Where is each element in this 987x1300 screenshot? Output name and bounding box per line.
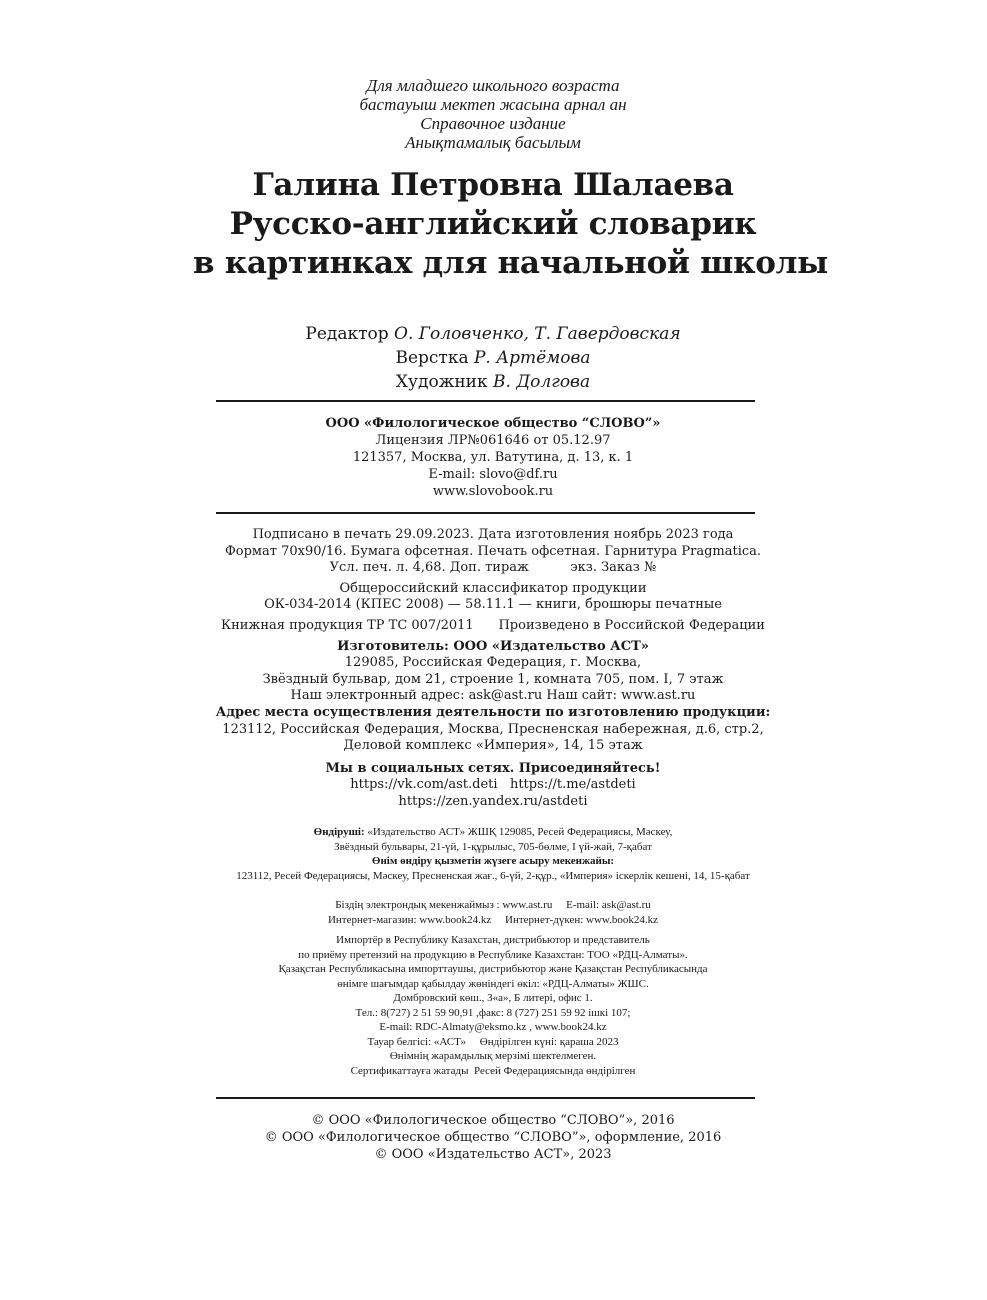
manufacturer-line: Наш электронный адрес: ask@ast.ru Наш сайт: www.ast.ru <box>290 688 696 704</box>
kz-line: Звёздный бульвары, 21-үй, 1-құрылыс, 705-бөлме, I үй-жай, 7-қабат <box>334 840 652 853</box>
kz-text: «Издательство АСТ» ЖШҚ 129085, Ресей Федерациясы, Мәскеу, <box>364 826 673 838</box>
audience-line: Для младшего школьного возраста <box>366 76 620 95</box>
kz-contact-line: Біздің электрондық мекенжаймыз : www.ast.ru E-mail: ask@ast.ru <box>335 899 651 911</box>
production-line: 123112, Российская Федерация, Москва, Пресненская набережная, д.6, стр.2, <box>222 721 764 737</box>
importer-line: по приёму претензий на продукцию в Республике Казахстан: ТОО «РДЦ-Алматы». <box>298 948 688 961</box>
print-line: Общероссийский классификатор продукции <box>339 580 647 596</box>
importer-line: E-mail: RDC-Almaty@eksmo.kz , www.book24.kz <box>379 1021 607 1033</box>
manufacturer-line: 129085, Российская Федерация, г. Москва, <box>344 655 642 671</box>
credits-block <box>193 322 793 394</box>
copyright-line: © ООО «Филологическое общество “СЛОВО”», оформление, 2016 <box>264 1130 722 1145</box>
kz-label: Өндіруші: <box>313 826 365 838</box>
importer-line: Импортёр в Республику Казахстан, дистрибьютор и представитель <box>336 934 650 946</box>
print-line: Подписано в печать 29.09.2023. Дата изготовления ноябрь 2023 года <box>252 527 734 542</box>
divider <box>216 1097 755 1099</box>
social-heading: Мы в социальных сетях. Присоединяйтесь! <box>325 760 661 776</box>
kz-contact-line: Интернет-магазин: www.book24.kz Интернет-дүкен: www.book24.kz <box>327 913 659 926</box>
audience-block <box>193 76 793 152</box>
social-links: https://vk.com/ast.deti https://t.me/astdeti <box>350 777 636 793</box>
publisher-block <box>193 415 793 500</box>
credit-artist <box>193 370 793 394</box>
importer-line: Тел.: 8(727) 2 51 59 90,91 ,факс: 8 (727) 251 59 92 ішкі 107; <box>355 1006 631 1019</box>
print-line: Книжная продукция ТР ТС 007/2011 Произведено в Российской Федерации <box>221 617 765 633</box>
copyright-block <box>193 1112 793 1163</box>
credit-editor <box>193 322 793 346</box>
production-heading: Адрес места осуществления деятельности по изготовлению продукции: <box>215 704 771 720</box>
social-links: https://zen.yandex.ru/astdeti <box>398 793 588 809</box>
importer-line: Сертификаттауға жатады Ресей Федерациясында өндірілген <box>350 1064 636 1077</box>
kz-line: 123112, Ресей Федерациясы, Мәскеу, Пресненская жағ., 6-үй, 2-құр., «Империя» іскерлік кешені, 14, 15-қабат <box>236 869 750 882</box>
audience-line: Анықтамалық басылым <box>405 133 581 152</box>
importer-line: Тауар белгісі: «АСТ» Өндірілген күні: қараша 2023 <box>367 1035 619 1048</box>
publisher-site: www.slovobook.ru <box>432 484 554 499</box>
manufacturer-line: Звёздный бульвар, дом 21, строение 1, комната 705, пом. I, 7 этаж <box>262 671 724 687</box>
kz-heading: Өнім өндіру қызметін жүзеге асыру мекенжайы: <box>371 855 615 867</box>
importer-line: өнімге шағымдар қабылдау жөніндегі өкіл: «РДЦ-Алматы» ЖШС. <box>337 977 649 990</box>
divider <box>216 400 755 402</box>
kz-contacts-block <box>193 898 793 927</box>
print-line: ОК-034-2014 (КПЕС 2008) — 58.11.1 — книги, брошюры печатные <box>264 597 722 613</box>
importer-line: Өнімнің жарамдылық мерзімі шектелмеген. <box>389 1050 597 1062</box>
manufacturer-heading: Изготовитель: ООО «Издательство АСТ» <box>337 638 649 654</box>
production-line: Деловой комплекс «Империя», 14, 15 этаж <box>343 738 643 754</box>
kz-line <box>193 825 793 840</box>
print-line: Усл. печ. л. 4,68. Доп. тираж экз. Заказ № <box>329 560 657 576</box>
importer-line: Домбровский көш., 3«а», Б литері, офис 1. <box>393 992 593 1004</box>
publisher-license: Лицензия ЛР№061646 от 05.12.97 <box>375 433 611 448</box>
importer-line: Қазақстан Республикасына импорттаушы, дистрибьютор және Қазақстан Республикасында <box>278 963 708 975</box>
publisher-address: 121357, Москва, ул. Ватутина, д. 13, к. 1 <box>352 450 634 465</box>
credit-name: Р. Артёмова <box>473 348 591 368</box>
print-line: Формат 70х90/16. Бумага офсетная. Печать офсетная. Гарнитура Pragmatica. <box>224 543 762 559</box>
author-name: Галина Петровна Шалаева <box>252 167 734 203</box>
credit-layout <box>193 346 793 370</box>
credit-role: Художник <box>395 372 488 392</box>
credit-name: О. Головченко, Т. Гавердовская <box>394 324 681 344</box>
credit-role: Редактор <box>305 324 389 344</box>
copyright-line: © ООО «Филологическое общество “СЛОВО”», 2016 <box>311 1113 675 1128</box>
audience-line: бастауыш мектеп жасына арнал ан <box>359 95 627 114</box>
publisher-name: ООО «Филологическое общество “СЛОВО”» <box>325 416 661 431</box>
credit-role: Верстка <box>395 348 469 368</box>
publisher-email: E-mail: slovo@df.ru <box>428 467 558 482</box>
copyright-line: © ООО «Издательство АСТ», 2023 <box>374 1147 612 1162</box>
title-line: в картинках для начальной школы <box>193 245 828 281</box>
kz-importer-block <box>193 933 793 1078</box>
book-title <box>193 166 828 283</box>
title-line: Русско-английский словарик <box>229 206 757 242</box>
kz-manufacturer-block <box>193 825 793 883</box>
print-details <box>193 527 793 811</box>
credit-name: В. Долгова <box>493 372 591 392</box>
divider <box>216 512 755 514</box>
audience-line: Справочное издание <box>420 114 566 133</box>
